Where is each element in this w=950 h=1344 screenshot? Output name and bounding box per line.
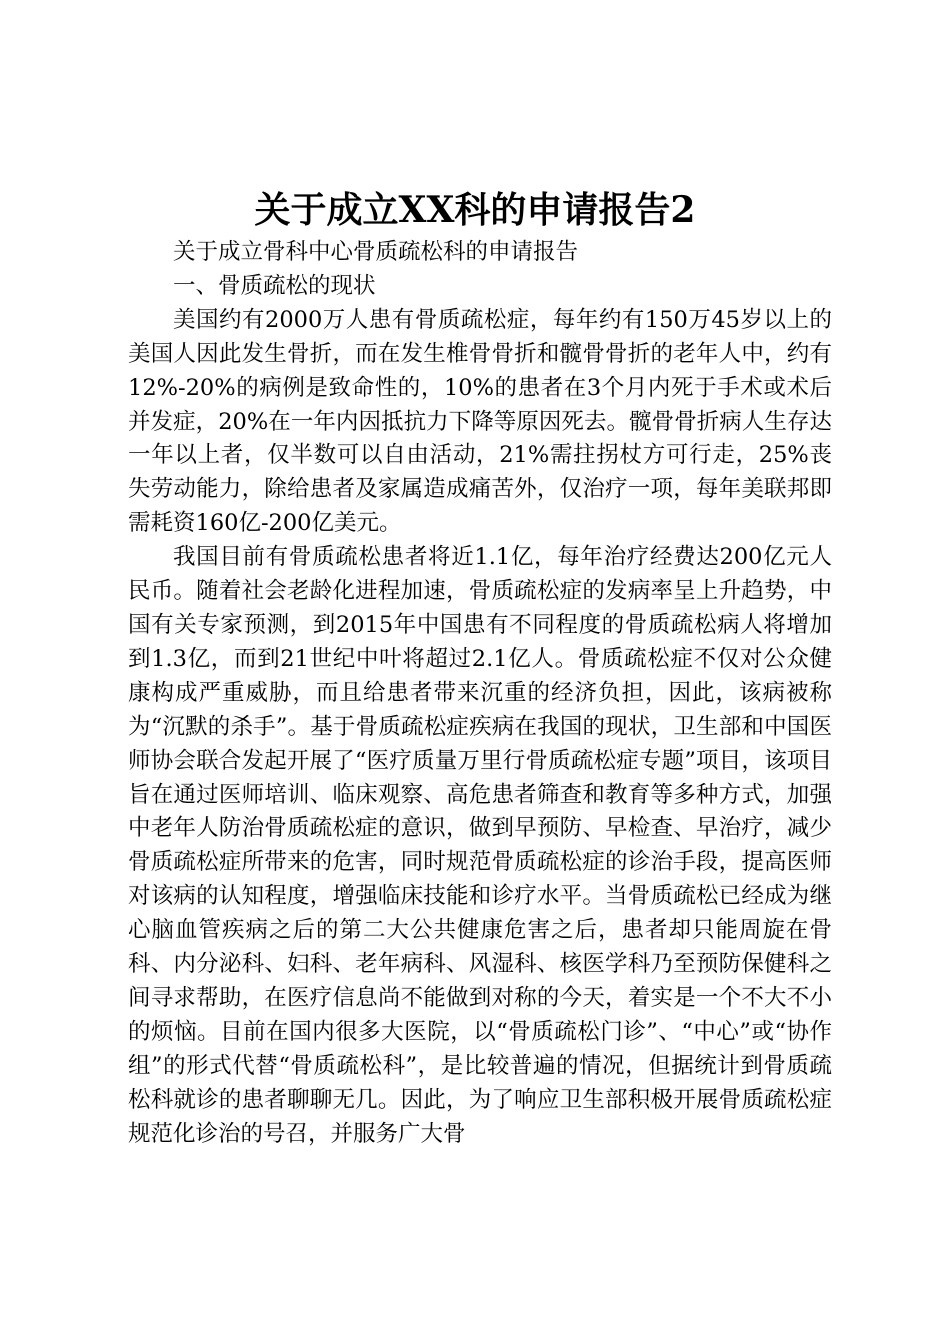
section-heading: 一、骨质疏松的现状 [173, 272, 376, 299]
document-body [128, 236, 832, 1151]
document-title: 关于成立XX科的申请报告2 [254, 189, 696, 231]
document-subtitle: 关于成立骨科中心骨质疏松科的申请报告 [173, 239, 579, 265]
paragraph: 美国约有2000万人患有骨质疏松症，每年约有150万45岁以上的美国人因此发生骨折，而在发生椎骨骨折和髋骨骨折的老年人中，约有12%-20%的病例是致命性的，10%的患者在3个月内死于手术或术后并发症，20%在一年内因抵抗力下降等原因死去。髋骨骨折病人生存达一年以上者，仅半数可以自由活动，21%需拄拐杖方可行走，25%丧失劳动能力，除给患者及家属造成痛苦外，仅治疗一项，每年美联邦即需耗资160亿-200亿美元。 [128, 306, 832, 537]
paragraph: 我国目前有骨质疏松患者将近1.1亿，每年治疗经费达200亿元人民币。随着社会老龄化进程加速，骨质疏松症的发病率呈上升趋势，中国有关专家预测，到2015年中国患有不同程度的骨质疏松病人将增加到1.3亿，而到21世纪中叶将超过2.1亿人。骨质疏松症不仅对公众健康构成严重威胁，而且给患者带来沉重的经济负担，因此，该病被称为“沉默的杀手”。基于骨质疏松症疾病在我国的现状，卫生部和中国医师协会联合发起开展了“医疗质量万里行骨质疏松症专题”项目，该项目旨在通过医师培训、临床观察、高危患者筛查和教育等多种方式，加强中老年人防治骨质疏松症的意识，做到早预防、早检查、早治疗，减少骨质疏松症所带来的危害，同时规范骨质疏松症的诊治手段，提高医师对该病的认知程度，增强临床技能和诊疗水平。当骨质疏松已经成为继心脑血管疾病之后的第二大公共健康危害之后，患者却只能周旋在骨科、内分泌科、妇科、老年病科、风湿科、核医学科乃至预防保健科之间寻求帮助，在医疗信息尚不能做到对称的今天，着实是一个不大不小的烦恼。目前在国内很多大医院，以“骨质疏松门诊”、“中心”或“协作组”的形式代替“骨质疏松科”，是比较普遍的情况，但据统计到骨质疏松科就诊的患者聊聊无几。因此，为了响应卫生部积极开展骨质疏松症规范化诊治的号召，并服务广大骨 [128, 544, 832, 1147]
